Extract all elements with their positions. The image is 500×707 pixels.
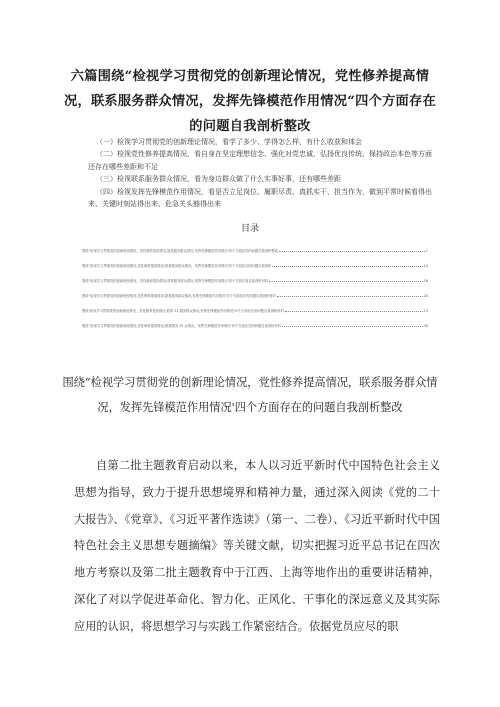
document-title: 六篇围绕“检视学习贯彻党的创新理论情况，党性修养提高情况，联系服务群众情况，发挥先锋模范作用情况“四个方面存在的问题自我剖析整改 (63, 69, 437, 134)
toc-entry[interactable] (82, 298, 428, 313)
toc-entry[interactable] (82, 253, 428, 268)
toc-page-number: 10 (423, 264, 428, 268)
toc-page-number: 1 (425, 249, 428, 253)
body-paragraph: 自第二批主题教育启动以来，本人以习近平新时代中国特色社会主义思想为指导，致力于提升思想境界和精神力量，通过深入阅读《党的二十大报告》、《党章》、《习近平著作选读》（第一、二卷）、《习近平新时代中国特色社会主义思想专题摘编》等关键文献，切实把握习近平总书记在四次地方考察以及第二批主题教育中于江西、上海等地作出的重要讲话精神，深化了对以学促进革命化、智力化、正风化、干事化的深远意义及其实际应用的认识，将思想学习与实践工作紧密结合。依据党员应尽的职 (74, 459, 440, 633)
toc-heading: 目录 (240, 224, 259, 234)
outline-list (88, 136, 438, 210)
toc-entry-title: 围绕“检视学习贯彻党的创新理论情况,党性修养提高情况,联系服务群众情况，发挥先锋模范作用情况'四个方面存在的问题自我剖析 (82, 264, 272, 268)
outline-item: （三）检视联系服务群众情况，看为身边群众做了什么实事好事，还有哪些差距 (96, 175, 341, 184)
toc-entry[interactable] (82, 283, 428, 298)
table-of-contents (82, 238, 428, 328)
toc-entry-title: 围绕“检视学习贯彻党的创新理论情况，党性修养提高情况,联系服务群众情况,发挥先锋模范作用情况’四个方面开展自我剖析材料 (82, 279, 269, 283)
outline-item: （二）检视党性修养提高情况，看自身在坚定理想信念、强化对党忠诚、弘扬优良传统、保持政治本色等方面还存在哪些差距和不足 (88, 150, 432, 171)
toc-leader (277, 296, 423, 297)
toc-entry[interactable] (82, 313, 428, 328)
toc-page-number: 23 (423, 309, 428, 313)
toc-entry[interactable] (82, 268, 428, 283)
toc-entry[interactable] (82, 238, 428, 253)
outline-item: （一）检视学习贯彻党的创新理论情况，看学了多少、学得怎么样，有什么收获和体会 (96, 138, 362, 146)
toc-leader (279, 251, 425, 252)
toc-leader (282, 326, 423, 327)
section-title: 围绕“检视学习贯彻党的创新理论情况，党性修养提高情况，联系服务群众情况，发挥先锋模范作用情况'四个方面存在的问题自我剖析整改 (62, 376, 438, 414)
outline-item: （四）检视发挥先锋模范作用情况，看是否立足岗位、履职尽责、真抓实干、担当作为，做到平常时候看得出来、关键时刻站得出来、危急关头豁得出来 (88, 187, 432, 209)
toc-entry-title: 围绕“检视学习贯彻党的创新理论情况,党性修养提高情况,联系服务 15 众情况，发挥先锋模范作用情况’四个方面存在的问题自我剖析材料 (82, 324, 282, 328)
toc-entry-title: 围绕“检视学习贯彻党的创新理论情况，党性修养提高情况,联系服务群众情况,发挥先锋模范作用情况’四个方面存在的问题自我剖析整改 (82, 249, 279, 253)
toc-entry-title: 围绕:检视学习贯彻党的创新理论情况，党性修养提高情况,联系 31 服务群众情况,发挥先锋模范作用情况’四个方面存在的问题自我剖析材料 (82, 309, 284, 313)
toc-leader (272, 266, 422, 267)
toc-page-number: 16 (423, 279, 428, 283)
toc-page-number: 30 (423, 324, 428, 328)
toc-page-number: 20 (423, 294, 428, 298)
toc-leader (285, 311, 423, 312)
toc-leader (269, 281, 423, 282)
toc-entry-title: 围绕“检视学习贯彻党的创新理论情况,党性修养提高情况,联系服务群众情况,发挥先锋模范作用情况’四个方面存在的问题自我剖析材料 (82, 294, 276, 298)
